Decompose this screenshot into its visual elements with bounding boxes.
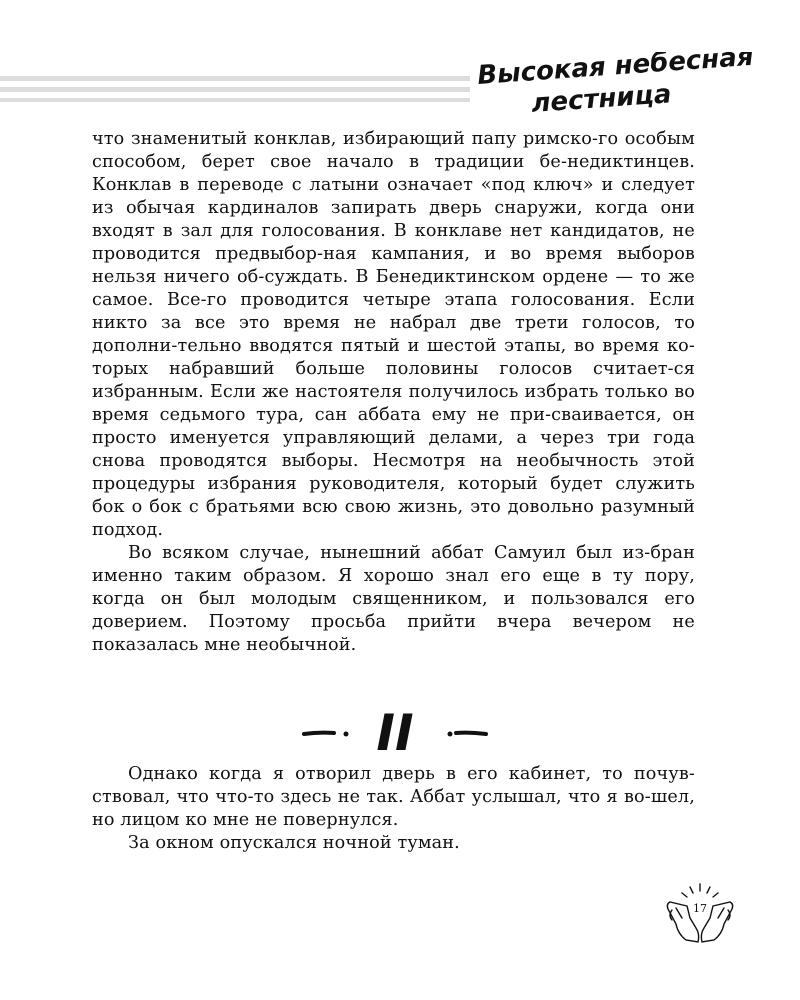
dash-left-icon — [304, 733, 334, 734]
header-rule-1 — [0, 76, 470, 81]
dot-left-icon — [344, 732, 349, 737]
dash-right-icon — [456, 733, 486, 734]
header-rule-lines — [0, 76, 470, 100]
page-number-ornament — [660, 882, 740, 952]
running-title-line2: лестница — [530, 79, 673, 119]
paragraph: Однако когда я отворил дверь в его кабинет, то почув-ствовал, что что-то здесь не так. Аббат услышал, что я во-шел, но лицом ко мне не повернулся. — [92, 764, 695, 830]
praying-hands-icon — [660, 882, 740, 952]
section-break — [300, 703, 490, 763]
section-number: II — [376, 704, 414, 762]
paragraph: За окном опускался ночной туман. — [128, 833, 460, 853]
body-text-top — [92, 128, 695, 657]
body-text-bottom — [92, 763, 695, 855]
page-number: 17 — [693, 902, 707, 915]
dot-right-icon — [448, 732, 453, 737]
running-title-line1: Высокая небесная — [476, 52, 755, 91]
running-title — [470, 52, 790, 122]
header-rule-3 — [0, 98, 470, 102]
header-rule-2 — [0, 87, 470, 92]
paragraph: что знаменитый конклав, избирающий папу римско-го особым способом, берет свое начало в традиции бе-недиктинцев. Конклав в переводе с латыни означает «под ключ» и следует из обычая кардиналов запирать дверь снаружи, когда они входят в зал для голосования. В конклаве нет кандидатов, не проводится предвыбор-ная кампания, и во время выборов нельзя ничего об-суждать. В Бенедиктинском ордене — то же самое. Все-го проводится четыре этапа голосования. Если никто за все это время не набрал две трети голосов, то дополни-тельно вводятся пятый и шестой этапы, во время ко-торых набравший больше половины голосов считает-ся избранным. Если же настоятеля получилось избрать только во время седьмого тура, сан аббата ему не при-сваивается, он просто именуется управляющий делами, а через три года снова проводятся выборы. Несмотря на необычность этой процедуры избрания руководителя, который будет служить бок о бок с братьями всю свою жизнь, это довольно разумный подход. — [92, 129, 695, 540]
paragraph: Во всяком случае, нынешний аббат Самуил был из-бран именно таким образом. Я хорошо знал его еще в ту пору, когда он был молодым священником, и пользовался его доверием. Поэтому просьба прийти вчера вечером не показалась мне необычной. — [92, 543, 695, 655]
